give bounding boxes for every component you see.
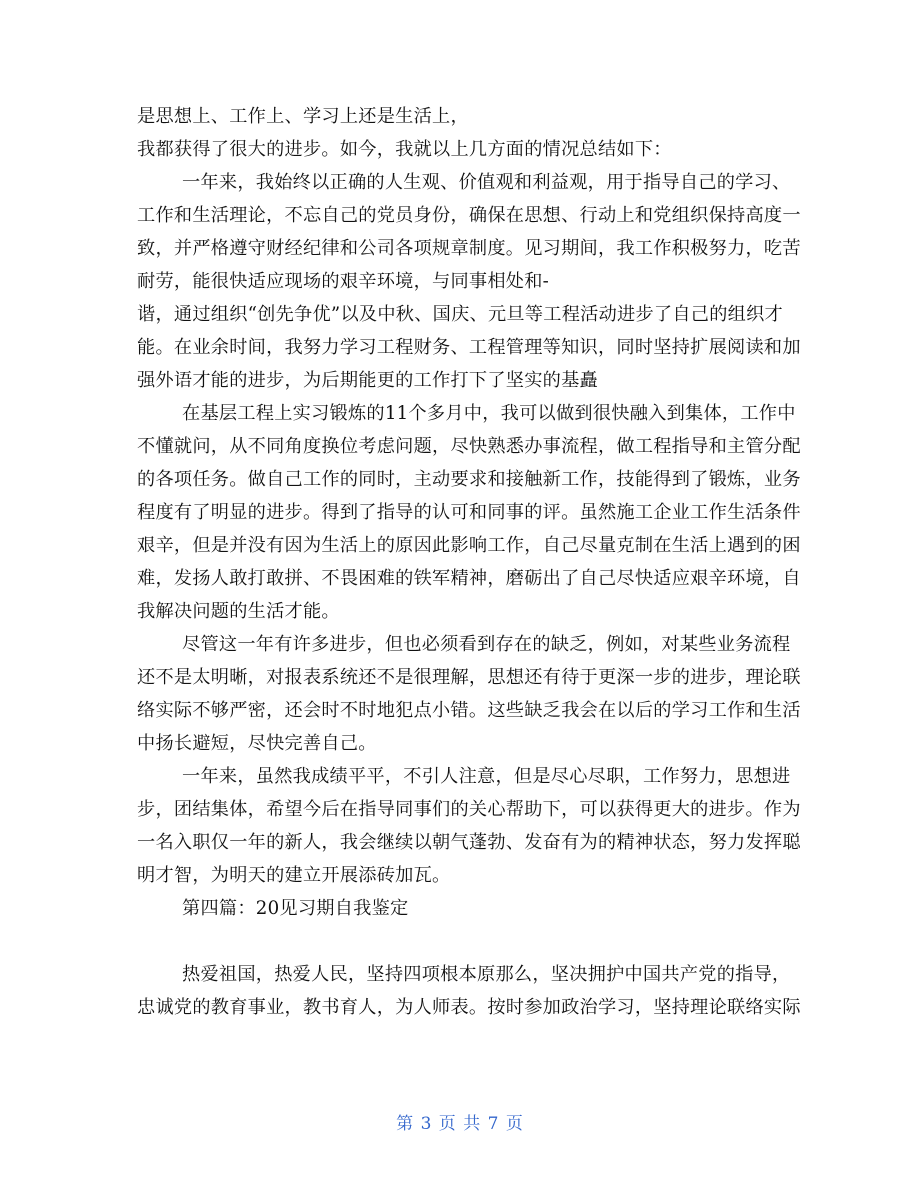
text-line: 一名入职仅一年的新人，我会继续以朝气蓬勃、发奋有为的精神状态，努力发挥聪 [137, 832, 801, 853]
paragraph-start: 一年来，我始终以正确的人生观、价值观和利益观，用于指导自己的学习、 [182, 172, 791, 193]
blank-line [137, 925, 787, 958]
text-line: 程度有了明显的进步。得到了指导的认可和同事的评。虽然施工企业工作生活条件 [137, 502, 801, 523]
page-number: 第 3 页 共 7 页 [396, 1114, 524, 1134]
text-line: 致，并严格遵守财经纪律和公司各项规章制度。见习期间，我工作积极努力，吃苦 [137, 238, 801, 259]
paragraph-start: 尽管这一年有许多进步，但也必须看到存在的缺乏，例如，对某些业务流程 [182, 634, 791, 655]
text-line: 耐劳，能很快适应现场的艰辛环境，与同事相处和- [137, 271, 550, 292]
text-line: 工作和生活理论，不忘自己的党员身份，确保在思想、行动上和党组织保持高度一 [137, 205, 801, 226]
text-line: 明才智，为明天的建立开展添砖加瓦。 [137, 865, 451, 886]
text-line: 强外语才能的进步，为后期能更的工作打下了坚实的基矗 [137, 370, 598, 391]
text-line: 能。在业余时间，我努力学习工程财务、工程管理等知识，同时坚持扩展阅读和加 [137, 337, 801, 358]
paragraph-start: 热爱祖国，热爱人民，坚持四项根本原那么，坚决拥护中国共产党的指导， [182, 964, 791, 985]
page-footer [0, 1112, 920, 1136]
document-body [137, 100, 801, 1024]
section-heading: 第四篇：20见习期自我鉴定 [182, 898, 409, 919]
text-line: 中扬长避短，尽快完善自己。 [137, 733, 377, 754]
text-line: 络实际不够严密，还会时不时地犯点小错。这些缺乏我会在以后的学习工作和生活 [137, 700, 801, 721]
text-line: 不懂就问，从不同角度换位考虑问题，尽快熟悉办事流程，做工程指导和主管分配 [137, 436, 801, 457]
text-line: 忠诚党的教育事业，教书育人，为人师表。按时参加政治学习，坚持理论联络实际 [137, 997, 801, 1018]
text-line: 艰辛，但是并没有因为生活上的原因此影响工作，自己尽量克制在生活上遇到的困 [137, 535, 801, 556]
text-line: 的各项任务。做自己工作的同时，主动要求和接触新工作，技能得到了锻炼，业务 [137, 469, 801, 490]
text-line: 难，发扬人敢打敢拼、不畏困难的铁军精神，磨砺出了自己尽快适应艰辛环境，自 [137, 568, 801, 589]
text-line: 步，团结集体，希望今后在指导同事们的关心帮助下，可以获得更大的进步。作为 [137, 799, 801, 820]
paragraph-start: 一年来，虽然我成绩平平，不引人注意，但是尽心尽职，工作努力，思想进 [182, 766, 791, 787]
text-line: 谐，通过组织“创先争优”以及中秋、国庆、元旦等工程活动进步了自己的组织才 [137, 304, 783, 325]
paragraph-start: 在基层工程上实习锻炼的11个多月中，我可以做到很快融入到集体，工作中 [182, 403, 796, 424]
text-line: 我都获得了很大的进步。如今，我就以上几方面的情况总结如下： [137, 139, 672, 160]
text-line: 是思想上、工作上、学习上还是生活上， [137, 106, 469, 127]
text-line: 我解决问题的生活才能。 [137, 601, 340, 622]
text-line: 还不是太明晰，对报表系统还不是很理解，思想还有待于更深一步的进步，理论联 [137, 667, 801, 688]
